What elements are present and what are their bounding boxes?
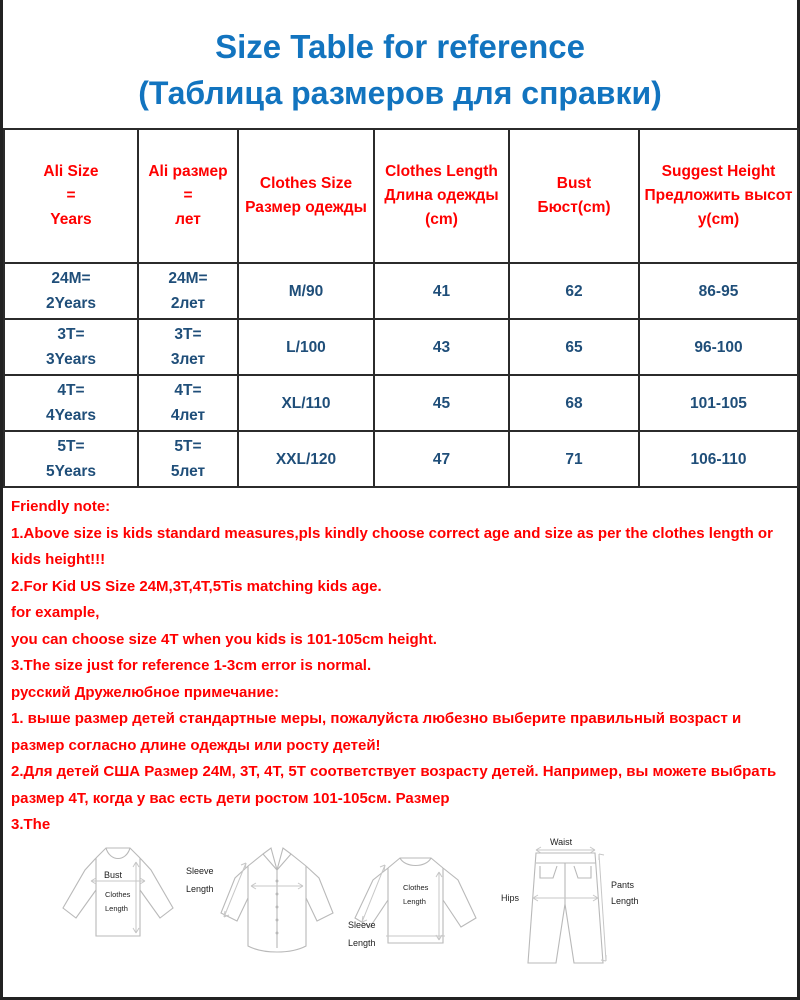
cell-line: 5T= bbox=[174, 438, 202, 455]
header-line: Suggest Height bbox=[661, 163, 776, 180]
cell-clothes-size: L/100 bbox=[238, 319, 374, 375]
column-header-ali-razmer bbox=[138, 129, 238, 263]
note-line: русский Дружелюбное примечание: bbox=[11, 683, 280, 701]
header-line: Ali размер bbox=[148, 163, 228, 180]
cell-suggest-height: 106-110 bbox=[639, 431, 798, 487]
cell-line: 4лет bbox=[170, 407, 206, 424]
cell-suggest-height: 101-105 bbox=[639, 375, 798, 431]
cell-suggest-height: 96-100 bbox=[639, 319, 798, 375]
cell-clothes-size: M/90 bbox=[238, 263, 374, 319]
column-header-clothes-size bbox=[238, 129, 374, 263]
header-line: = bbox=[183, 187, 193, 204]
cell-bust: 62 bbox=[509, 263, 639, 319]
cell-line: 4T= bbox=[57, 382, 85, 399]
table-header bbox=[4, 129, 798, 263]
header-line: Clothes Size bbox=[259, 175, 353, 192]
column-header-bust bbox=[509, 129, 639, 263]
cell-clothes-length: 47 bbox=[374, 431, 509, 487]
header-line: Years bbox=[50, 211, 92, 228]
cell-ali-razmer bbox=[138, 375, 238, 431]
sweater-bust-label: Bust bbox=[104, 870, 123, 880]
sweatshirt-clothes-label: Clothes bbox=[403, 883, 429, 892]
shirt-sleeve-label: Sleeve bbox=[186, 866, 214, 876]
cell-line: 3T= bbox=[174, 326, 202, 343]
cell-clothes-size: XL/110 bbox=[238, 375, 374, 431]
sweater-clothes-label: Clothes bbox=[105, 890, 131, 899]
cell-line: 5T= bbox=[57, 438, 85, 455]
column-header-ali-size bbox=[4, 129, 138, 263]
header-line: Размер одежды bbox=[245, 199, 367, 216]
table-header-row bbox=[4, 129, 798, 263]
sweatshirt-length-label: Length bbox=[403, 897, 426, 906]
note-line: Friendly note: bbox=[11, 498, 111, 515]
header-line: Ali Size bbox=[43, 163, 99, 180]
table-row bbox=[4, 263, 798, 319]
cell-clothes-length: 45 bbox=[374, 375, 509, 431]
measurement-diagrams bbox=[58, 818, 648, 993]
cell-bust: 65 bbox=[509, 319, 639, 375]
table-row bbox=[4, 319, 798, 375]
column-header-clothes-length bbox=[374, 129, 509, 263]
note-line: for example, bbox=[11, 604, 100, 621]
cell-ali-size bbox=[4, 431, 138, 487]
cell-bust: 68 bbox=[509, 375, 639, 431]
cell-line: 2лет bbox=[170, 295, 206, 312]
cell-ali-size bbox=[4, 375, 138, 431]
note-line: 1.Above size is kids standard measures,pls kindly choose correct age and size as per the clothes length or kids height!!! bbox=[11, 524, 773, 568]
title-line-russian: (Таблица размеров для справки) bbox=[138, 75, 662, 111]
cell-line: 2Years bbox=[46, 295, 96, 312]
cell-ali-razmer bbox=[138, 263, 238, 319]
cell-clothes-length: 41 bbox=[374, 263, 509, 319]
cell-clothes-length: 43 bbox=[374, 319, 509, 375]
table-body bbox=[4, 263, 798, 487]
cell-clothes-size: XXL/120 bbox=[238, 431, 374, 487]
note-line: you can choose size 4T when you kids is 101-105cm height. bbox=[11, 630, 437, 648]
cell-line: 24M= bbox=[168, 270, 208, 287]
cell-line: 5лет bbox=[170, 463, 206, 480]
cell-line: 4T= bbox=[174, 382, 202, 399]
pants-length-label: Length bbox=[611, 896, 639, 906]
note-line: 2.Для детей США Размер 24M, 3T, 4T, 5T соответствует возрасту детей. Например, вы можете выбрать размер 4T, когда у вас есть дети ростом 101-105см. Размер bbox=[11, 763, 777, 807]
header-line: (cm) bbox=[425, 211, 458, 228]
cell-line: 3лет bbox=[170, 351, 206, 368]
table-row bbox=[4, 431, 798, 487]
pants-hips-label: Hips bbox=[501, 893, 520, 903]
page-title bbox=[3, 0, 797, 116]
header-line: Clothes Length bbox=[385, 163, 498, 180]
friendly-notes bbox=[3, 488, 797, 839]
cell-ali-size bbox=[4, 319, 138, 375]
note-line: 3.The size just for reference 1-3cm error is normal. bbox=[11, 657, 372, 674]
cell-line: 24M= bbox=[51, 270, 91, 287]
note-line-truncated: 3.The bbox=[11, 816, 51, 833]
sweater-length-label: Length bbox=[105, 904, 128, 913]
header-line: у(cm) bbox=[697, 211, 740, 228]
cell-line: 3T= bbox=[57, 326, 85, 343]
note-line: 2.For Kid US Size 24M,3T,4T,5Tis matching kids age. bbox=[11, 577, 382, 595]
shirt-length-label: Length bbox=[186, 884, 214, 894]
cell-ali-razmer bbox=[138, 319, 238, 375]
sweatshirt-sleeve-label: Sleeve bbox=[348, 920, 376, 930]
header-line: лет bbox=[175, 211, 201, 228]
header-line: = bbox=[66, 187, 76, 204]
header-line: Бюст(cm) bbox=[537, 199, 611, 216]
cell-ali-size bbox=[4, 263, 138, 319]
table-row bbox=[4, 375, 798, 431]
sweatshirt-sleeve-length-label: Length bbox=[348, 938, 376, 948]
cell-line: 4Years bbox=[46, 407, 96, 424]
pants-waist-label: Waist bbox=[550, 837, 573, 847]
header-line: Bust bbox=[556, 175, 592, 192]
title-line-english: Size Table for reference bbox=[215, 28, 585, 65]
cell-line: 3Years bbox=[46, 351, 96, 368]
cell-bust: 71 bbox=[509, 431, 639, 487]
cell-ali-razmer bbox=[138, 431, 238, 487]
pants-pants-label: Pants bbox=[611, 880, 635, 890]
header-line: Предложить высот bbox=[644, 187, 793, 204]
size-table bbox=[3, 128, 799, 488]
header-line: Длина одежды bbox=[384, 187, 499, 204]
cell-suggest-height: 86-95 bbox=[639, 263, 798, 319]
column-header-suggest-height bbox=[639, 129, 798, 263]
cell-line: 5Years bbox=[46, 463, 96, 480]
note-line: 1. выше размер детей стандартные меры, пожалуйста любезно выберите правильный возраст и размер согласно длине одежды или росту детей! bbox=[11, 710, 742, 754]
